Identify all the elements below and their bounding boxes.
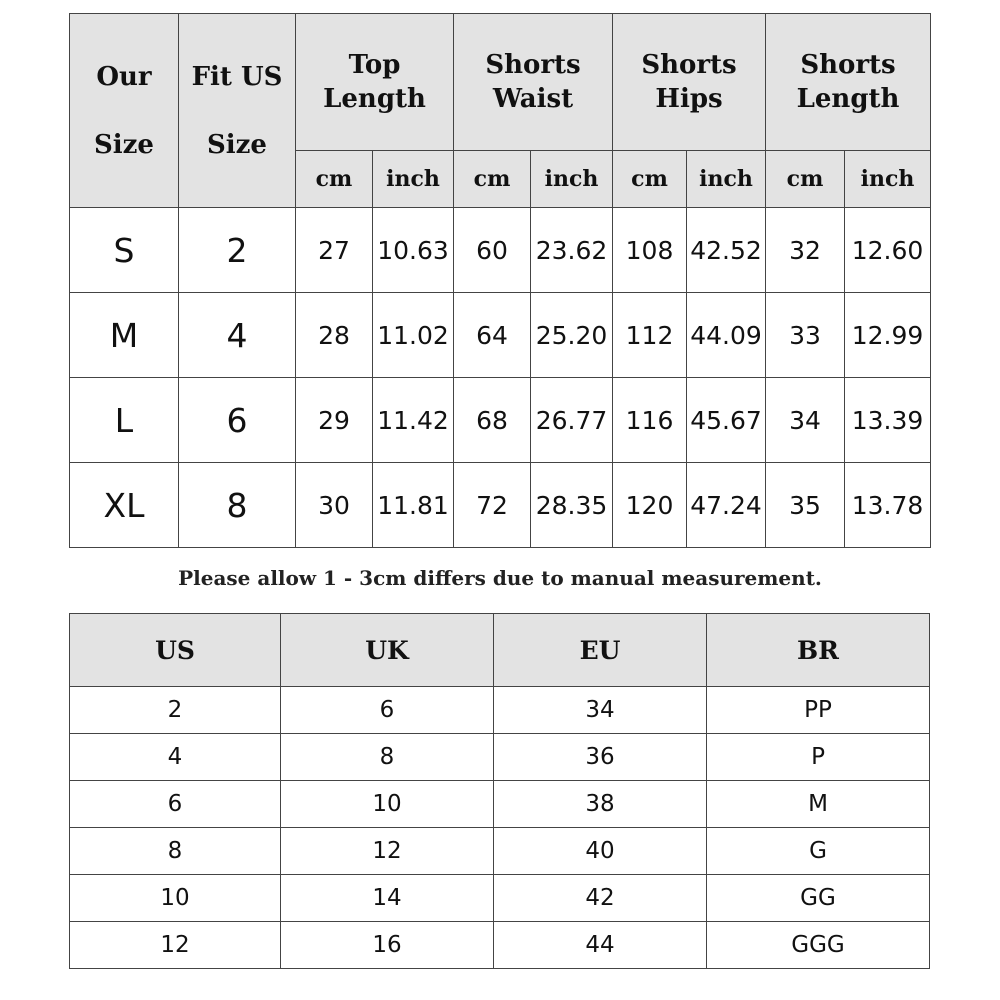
cell-waist-cm: 64 bbox=[454, 293, 531, 378]
cell-length-cm: 32 bbox=[766, 208, 845, 293]
unit-cm: cm bbox=[454, 151, 531, 208]
cell-length-cm: 35 bbox=[766, 463, 845, 548]
size-chart-table bbox=[69, 13, 931, 548]
cell-us-size: 6 bbox=[179, 378, 296, 463]
cell-our-size: L bbox=[70, 378, 179, 463]
unit-inch: inch bbox=[531, 151, 613, 208]
cell-eu: 34 bbox=[494, 687, 707, 734]
header-top-length: Top Length bbox=[296, 14, 454, 151]
header-shorts-length: Shorts Length bbox=[766, 14, 931, 151]
header-fit-us-size: Fit US Size bbox=[179, 14, 296, 208]
cell-top-inch: 11.02 bbox=[373, 293, 454, 378]
cell-top-inch: 11.81 bbox=[373, 463, 454, 548]
cell-waist-cm: 68 bbox=[454, 378, 531, 463]
cell-us: 2 bbox=[70, 687, 281, 734]
cell-hips-inch: 44.09 bbox=[687, 293, 766, 378]
size-row bbox=[70, 293, 931, 378]
cell-top-cm: 29 bbox=[296, 378, 373, 463]
cell-uk: 12 bbox=[281, 828, 494, 875]
header-shorts-hips: Shorts Hips bbox=[613, 14, 766, 151]
conversion-header-row bbox=[70, 614, 930, 687]
cell-eu: 40 bbox=[494, 828, 707, 875]
cell-our-size: S bbox=[70, 208, 179, 293]
size-conversion-table bbox=[69, 613, 930, 969]
cell-us: 8 bbox=[70, 828, 281, 875]
cell-us-size: 2 bbox=[179, 208, 296, 293]
cell-hips-cm: 108 bbox=[613, 208, 687, 293]
cell-top-cm: 27 bbox=[296, 208, 373, 293]
size-chart-header-row bbox=[70, 14, 931, 151]
header-br: BR bbox=[707, 614, 930, 687]
cell-br: GG bbox=[707, 875, 930, 922]
cell-uk: 10 bbox=[281, 781, 494, 828]
header-us: US bbox=[70, 614, 281, 687]
cell-hips-inch: 45.67 bbox=[687, 378, 766, 463]
cell-us: 6 bbox=[70, 781, 281, 828]
unit-inch: inch bbox=[687, 151, 766, 208]
header-eu: EU bbox=[494, 614, 707, 687]
size-row bbox=[70, 463, 931, 548]
cell-br: P bbox=[707, 734, 930, 781]
measurement-note: Please allow 1 - 3cm differs due to manual measurement. bbox=[178, 566, 822, 590]
header-our-size: Our Size bbox=[70, 14, 179, 208]
cell-eu: 36 bbox=[494, 734, 707, 781]
cell-br: M bbox=[707, 781, 930, 828]
header-uk: UK bbox=[281, 614, 494, 687]
header-shorts-waist: Shorts Waist bbox=[454, 14, 613, 151]
cell-top-cm: 30 bbox=[296, 463, 373, 548]
cell-waist-inch: 26.77 bbox=[531, 378, 613, 463]
cell-us: 12 bbox=[70, 922, 281, 969]
cell-br: GGG bbox=[707, 922, 930, 969]
unit-cm: cm bbox=[296, 151, 373, 208]
cell-top-cm: 28 bbox=[296, 293, 373, 378]
unit-inch: inch bbox=[845, 151, 931, 208]
cell-our-size: M bbox=[70, 293, 179, 378]
unit-cm: cm bbox=[613, 151, 687, 208]
cell-hips-inch: 42.52 bbox=[687, 208, 766, 293]
cell-hips-inch: 47.24 bbox=[687, 463, 766, 548]
cell-length-inch: 13.39 bbox=[845, 378, 931, 463]
size-row bbox=[70, 208, 931, 293]
cell-uk: 6 bbox=[281, 687, 494, 734]
conversion-row bbox=[70, 687, 930, 734]
unit-inch: inch bbox=[373, 151, 454, 208]
cell-our-size: XL bbox=[70, 463, 179, 548]
cell-length-cm: 33 bbox=[766, 293, 845, 378]
unit-cm: cm bbox=[766, 151, 845, 208]
conversion-row bbox=[70, 875, 930, 922]
cell-top-inch: 11.42 bbox=[373, 378, 454, 463]
cell-us: 10 bbox=[70, 875, 281, 922]
cell-eu: 44 bbox=[494, 922, 707, 969]
cell-waist-inch: 28.35 bbox=[531, 463, 613, 548]
cell-top-inch: 10.63 bbox=[373, 208, 454, 293]
cell-length-inch: 12.99 bbox=[845, 293, 931, 378]
cell-uk: 16 bbox=[281, 922, 494, 969]
cell-eu: 38 bbox=[494, 781, 707, 828]
cell-length-cm: 34 bbox=[766, 378, 845, 463]
cell-eu: 42 bbox=[494, 875, 707, 922]
cell-us-size: 8 bbox=[179, 463, 296, 548]
conversion-row bbox=[70, 828, 930, 875]
cell-hips-cm: 120 bbox=[613, 463, 687, 548]
cell-us-size: 4 bbox=[179, 293, 296, 378]
conversion-row bbox=[70, 781, 930, 828]
cell-br: PP bbox=[707, 687, 930, 734]
cell-waist-inch: 25.20 bbox=[531, 293, 613, 378]
cell-hips-cm: 112 bbox=[613, 293, 687, 378]
cell-length-inch: 12.60 bbox=[845, 208, 931, 293]
conversion-row bbox=[70, 922, 930, 969]
cell-us: 4 bbox=[70, 734, 281, 781]
cell-waist-cm: 60 bbox=[454, 208, 531, 293]
cell-hips-cm: 116 bbox=[613, 378, 687, 463]
conversion-row bbox=[70, 734, 930, 781]
cell-uk: 14 bbox=[281, 875, 494, 922]
cell-waist-cm: 72 bbox=[454, 463, 531, 548]
cell-br: G bbox=[707, 828, 930, 875]
cell-length-inch: 13.78 bbox=[845, 463, 931, 548]
cell-uk: 8 bbox=[281, 734, 494, 781]
size-row bbox=[70, 378, 931, 463]
cell-waist-inch: 23.62 bbox=[531, 208, 613, 293]
